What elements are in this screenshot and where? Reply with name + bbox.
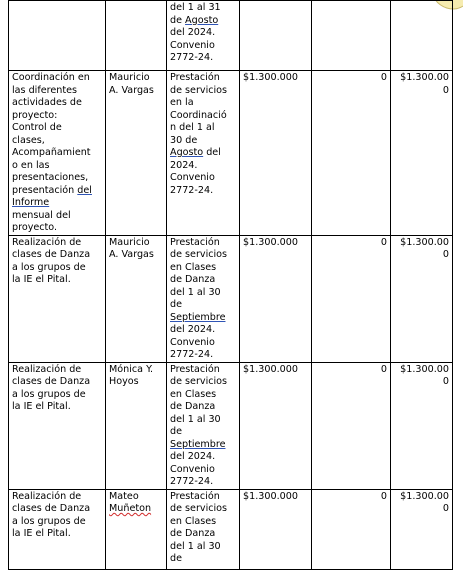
value-text: $1.300.000 [243,236,298,248]
activity-line: clases, [12,134,45,146]
activity-line: mensual del [12,209,71,221]
service-line: de Danza [170,528,216,539]
service-line: 2772-24. [170,52,214,63]
deduction-text: 0 [380,236,387,248]
activity-cell [9,362,106,489]
service-cell [167,235,240,362]
value-cell [240,1,312,71]
service-line: 2024. [170,159,198,171]
value-text: $1.300.000 [243,490,298,502]
value-text: $1.300.000 [243,72,298,83]
total-line: $1.300.00 [400,72,449,83]
activity-line: Realización de [12,490,82,502]
deduction-cell [312,1,391,71]
service-line: Septiembre [170,438,226,450]
deduction-text: 0 [380,490,387,502]
service-line: del 1 al 31 [170,2,221,13]
service-line: Prestación [170,490,220,502]
service-line: del 1 al 30 [170,286,221,298]
table-row [9,235,453,362]
service-line: de servicios [170,84,228,96]
service-line: de Agosto [170,14,219,26]
value-cell [240,362,312,489]
service-line: de [170,553,182,564]
service-line: Convenio [170,39,215,51]
service-line: de servicios [170,249,228,260]
service-cell [167,489,240,569]
service-line: del 1 al 30 [170,413,221,425]
activity-line: proyecto: [12,109,58,121]
person-cell [106,235,167,362]
service-line: del 1 al 30 [170,540,221,552]
service-line: de servicios [170,376,228,387]
activity-line: clases de Danza [12,503,91,514]
total-cell [391,71,453,236]
activity-line: clases de Danza [12,376,91,387]
service-line: Prestación [170,236,220,248]
value-cell [240,235,312,362]
value-text: $1.300.000 [243,363,298,375]
service-line: en Clases [170,261,217,273]
service-line: de servicios [170,503,228,514]
activity-cell [9,235,106,362]
deduction-text: 0 [380,72,387,83]
service-line: en Clases [170,515,217,527]
person-line: A. Vargas [109,249,154,260]
service-line: Prestación [170,363,220,375]
total-line: $1.300.00 [400,363,449,375]
person-line: Hoyos [109,376,139,387]
activity-line: proyecto. [12,222,58,233]
activity-line: las diferentes [12,84,78,96]
expense-table [8,0,453,570]
service-line: de [170,299,182,310]
person-line: Mónica Y. [109,363,154,375]
deduction-cell [312,362,391,489]
table-row [9,71,453,236]
service-line: del 2024. [170,451,216,462]
service-line: de Danza [170,401,216,412]
total-line: 0 [442,376,449,387]
service-cell [167,1,240,71]
service-line: 2772-24. [170,349,214,360]
service-cell [167,362,240,489]
value-cell [240,71,312,236]
activity-line: la IE el Pital. [12,528,71,539]
activity-line: Informe [12,197,50,208]
person-line: A. Vargas [109,84,154,96]
activity-line: a los grupos de [12,388,86,400]
service-line: del 2024. [170,27,216,38]
person-cell [106,71,167,236]
activity-line: presentaciones, [12,172,89,183]
person-cell [106,489,167,569]
service-line: Coordinació [170,109,227,121]
total-cell [391,235,453,362]
service-line: de [170,426,182,437]
service-line: en Clases [170,388,217,400]
total-line: $1.300.00 [400,490,449,502]
total-line: 0 [442,503,449,514]
total-cell [391,362,453,489]
total-line: 0 [442,249,449,260]
total-line: 0 [442,84,449,96]
activity-line: actividades de [12,97,82,108]
service-cell [167,71,240,236]
deduction-cell [312,235,391,362]
table-row [9,362,453,489]
service-line: 2772-24. [170,184,214,196]
service-line: 30 de [170,134,198,146]
activity-line: Realización de [12,236,82,248]
person-line: Mauricio [109,72,150,83]
total-cell [391,489,453,569]
service-line: Agosto del [170,147,221,158]
person-cell [106,362,167,489]
service-line: Prestación [170,72,220,83]
activity-line: Control de [12,122,62,133]
service-line: Septiembre [170,311,226,323]
activity-cell [9,71,106,236]
activity-line: Coordinación en [12,72,90,83]
total-line: $1.300.00 [400,236,449,248]
activity-line: a los grupos de [12,515,86,527]
value-cell [240,489,312,569]
service-line: 2772-24. [170,476,214,487]
table-row [9,489,453,569]
service-line: de Danza [170,274,216,285]
activity-line: la IE el Pital. [12,274,71,285]
activity-line: Realización de [12,363,82,375]
service-line: Convenio [170,336,215,348]
activity-cell [9,1,106,71]
service-line: Convenio [170,172,215,183]
total-cell [391,1,453,71]
service-line: del 2024. [170,324,216,335]
deduction-cell [312,71,391,236]
deduction-cell [312,489,391,569]
activity-line: o en las [12,159,50,171]
service-line: en la [170,97,194,108]
table-row [9,1,453,71]
service-line: n del 1 al [170,122,215,133]
activity-cell [9,489,106,569]
person-line: Muñeton [109,503,152,514]
activity-line: a los grupos de [12,261,86,273]
service-line: Convenio [170,463,215,475]
deduction-text: 0 [380,363,387,375]
activity-line: Acompañamient [12,147,91,158]
activity-line: la IE el Pital. [12,401,71,412]
activity-line: presentación del [12,184,92,196]
person-line: Mateo [109,490,139,502]
person-cell [106,1,167,71]
activity-line: clases de Danza [12,249,91,260]
person-line: Mauricio [109,236,150,248]
